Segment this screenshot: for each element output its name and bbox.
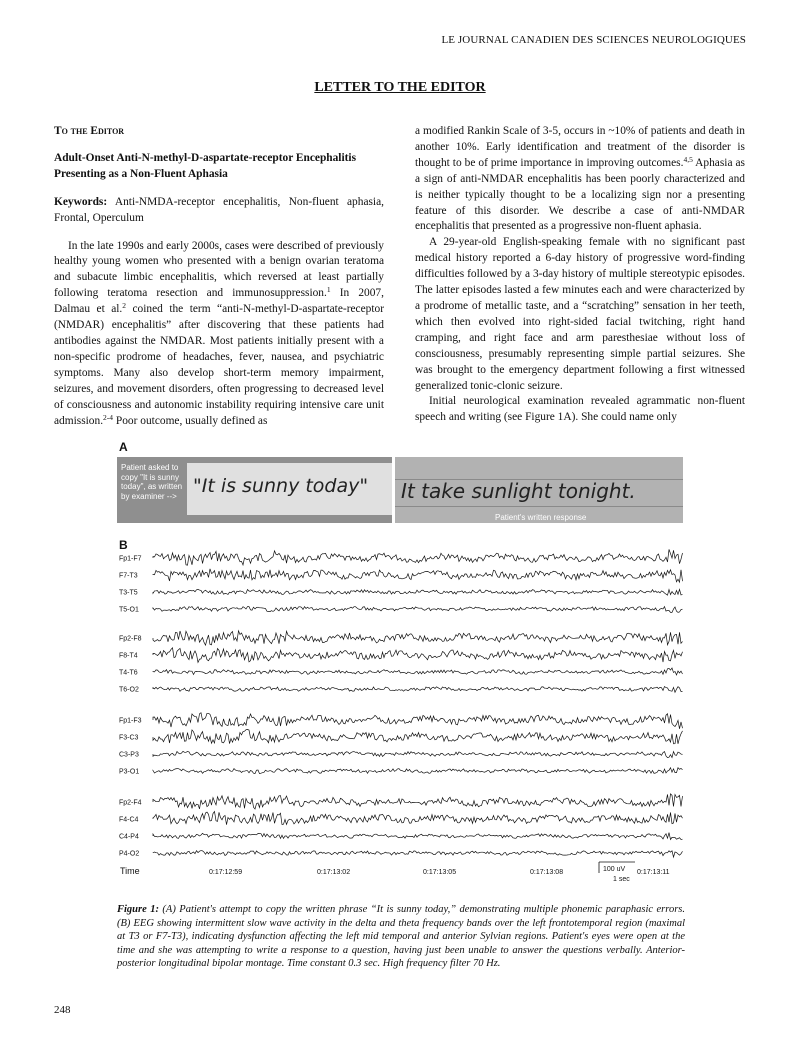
patient-response-caption: Patient's written response — [495, 513, 587, 522]
eeg-channel-label: Fp2-F8 — [119, 635, 142, 643]
eeg-channel-label: F8-T4 — [119, 652, 138, 660]
citation: 4,5 — [683, 154, 693, 164]
eeg-channel-label: P4-O2 — [119, 850, 140, 858]
examiner-handwriting: "It is sunny today" — [193, 475, 369, 497]
eeg-time-tick: 0:17:13:05 — [423, 869, 457, 876]
text-run: In the late 1990s and early 2000s, cases were described of previously healthy young women who presented with a benign ovarian teratoma and subacute limbic encephalitis, which reversed at least partially following teratoma resection and immunosuppression. — [54, 239, 384, 300]
eeg-channel-label: T5-O1 — [119, 606, 139, 614]
eeg-channel-label: Fp2-F4 — [119, 799, 142, 807]
eeg-channel-label: T6-O2 — [119, 686, 139, 694]
eeg-channel-label: F3-C3 — [119, 734, 139, 742]
exam-paragraph: Initial neurological examination revealed agrammatic non-fluent speech and writing (see Figure 1A). She could name only — [415, 395, 745, 424]
panel-a-label: A — [119, 440, 128, 454]
eeg-trace — [153, 589, 683, 595]
intro-paragraph — [54, 239, 384, 430]
keywords — [54, 195, 384, 227]
eeg-time-tick: 0:17:13:02 — [317, 869, 351, 876]
eeg-trace — [153, 687, 683, 693]
eeg-time-tick: 0:17:12:59 — [209, 869, 243, 876]
text-run: a modified Rankin Scale of 3-5, occurs in ~10% of patients and death in another 10%. Early identification and treatment of the disorder is thought to be of prime importance in improving outcomes. — [415, 125, 745, 169]
salutation: To the Editor — [54, 125, 125, 137]
section-title — [0, 80, 800, 96]
eeg-trace — [153, 851, 683, 858]
eeg-tracing — [117, 528, 685, 883]
running-head: LE JOURNAL CANADIEN DES SCIENCES NEUROLOGIQUES — [441, 34, 746, 46]
eeg-trace — [153, 668, 683, 675]
eeg-channel-label: Fp1-F7 — [119, 555, 142, 563]
article-title: Adult-Onset Anti-N-methyl-D-aspartate-receptor Encephalitis Presenting as a Non-Fluent Aphasia — [54, 151, 357, 180]
text-run: In 2007, Dalmau et al. — [54, 287, 384, 316]
patient-writing-photo — [395, 457, 683, 523]
citation: 1 — [326, 285, 331, 295]
eeg-trace — [153, 549, 683, 565]
citation: 2 — [122, 301, 127, 311]
citation: 2-4 — [103, 412, 114, 422]
eeg-channel-label: P3-O1 — [119, 768, 140, 776]
eeg-trace — [153, 730, 683, 744]
caption-text: (A) Patient's attempt to copy the written phrase “It is sunny today,” demonstrating multiple phonemic paraphasic errors. (B) EEG showing intermittent slow wave activity in the delta and theta frequency bands over the left frontotemporal region (maximal at T3 or F7-T3), indicating dysfunction affecting the left mid temporal and anterior Sylvian regions. Patient's eyes were open at the time and she was attempting to write a response to a question, having just been unable to answer the questions verbally. Anterior-posterior longitudinal bipolar montage. Time constant 0.3 sec. High frequency filter 70 Hz. — [117, 904, 685, 969]
figure-caption — [117, 903, 685, 971]
time-label: Time — [120, 866, 140, 876]
case-paragraph: A 29-year-old English-speaking female with no significant past medical history reported a 6-day history of progressive word-finding difficulties followed by a 3-day history of multiple stereotypic episodes. The latter episodes lasted a few minutes each and were characterized by a prodrome of metallic taste, and a “scratching” sensation in her teeth, which then evolved into right-sided facial twitching, right hand cramping, and right face and arm paresthesiae without loss of consciousness, presumably representing simple partial seizures. She was brought to the emergency department following a first witnessed generalized tonic-clonic seizure. — [415, 236, 745, 392]
eeg-trace — [153, 569, 683, 582]
photo-note: Patient asked to copy "It is sunny today", as written by examiner --> — [121, 463, 183, 501]
eeg-trace — [153, 607, 683, 613]
eeg-trace — [153, 812, 683, 825]
eeg-trace — [153, 713, 683, 729]
eeg-channel-label: F7-T3 — [119, 572, 138, 580]
eeg-channel-label: F4-C4 — [119, 816, 139, 824]
eeg-trace — [153, 833, 683, 840]
eeg-channel-label: Fp1-F3 — [119, 717, 142, 725]
text-run: Aphasia as a sign of anti-NMDAR encephalitis has been poorly characterized and is neither typically thought to be a localizing sign nor a presenting feature of this disorder. We describe a case of anti-NMDAR encephalitis that presented as a progressive non-fluent aphasia. — [415, 156, 745, 233]
eeg-trace — [153, 631, 683, 645]
eeg-channel-label: C4-P4 — [119, 833, 139, 841]
section-title-text: LETTER TO THE EDITOR — [314, 80, 486, 95]
eeg-time-tick: 0:17:13:08 — [530, 869, 564, 876]
patient-handwriting: It take sunlight tonight. — [401, 479, 636, 503]
page-number: 248 — [54, 1004, 71, 1016]
eeg-trace — [153, 794, 683, 809]
text-run: Poor outcome, usually defined as — [113, 414, 268, 427]
eeg-channel-label: C3-P3 — [119, 751, 139, 759]
examiner-writing-photo — [117, 457, 392, 523]
ruled-line — [395, 506, 683, 507]
eeg-trace — [153, 768, 683, 774]
right-column — [415, 124, 745, 426]
left-column — [54, 124, 384, 429]
scale-time: 1 sec — [613, 876, 630, 883]
keywords-label: Keywords: — [54, 195, 108, 208]
continued-paragraph — [415, 124, 745, 235]
keywords-text: Anti-NMDA-receptor encephalitis, Non-fluent aphasia, Frontal, Operculum — [54, 195, 385, 224]
eeg-trace — [153, 751, 683, 757]
eeg-channel-label: T4-T6 — [119, 669, 138, 677]
eeg-time-tick: 0:17:13:11 — [637, 869, 670, 876]
scale-amplitude: 100 uV — [603, 866, 626, 873]
text-run: coined the term “anti-N-methyl-D-aspartate-receptor (NMDAR) encephalitis” after discovering that these patients had antibodies against the NMDAR. Most patients initially present with a non-specific prodrome of headaches, fever, nausea, and psychiatric symptoms. Many also develop short-term memory impairment, seizures, and movement disorders, often progressing to decreased level of consciousness and autonomic instability requiring intensive care unit admission. — [54, 303, 385, 427]
figure-1 — [117, 440, 685, 905]
eeg-trace — [153, 648, 683, 663]
caption-label: Figure 1: — [117, 904, 159, 915]
eeg-channel-label: T3-T5 — [119, 589, 138, 597]
panel-b-label: B — [119, 538, 128, 552]
